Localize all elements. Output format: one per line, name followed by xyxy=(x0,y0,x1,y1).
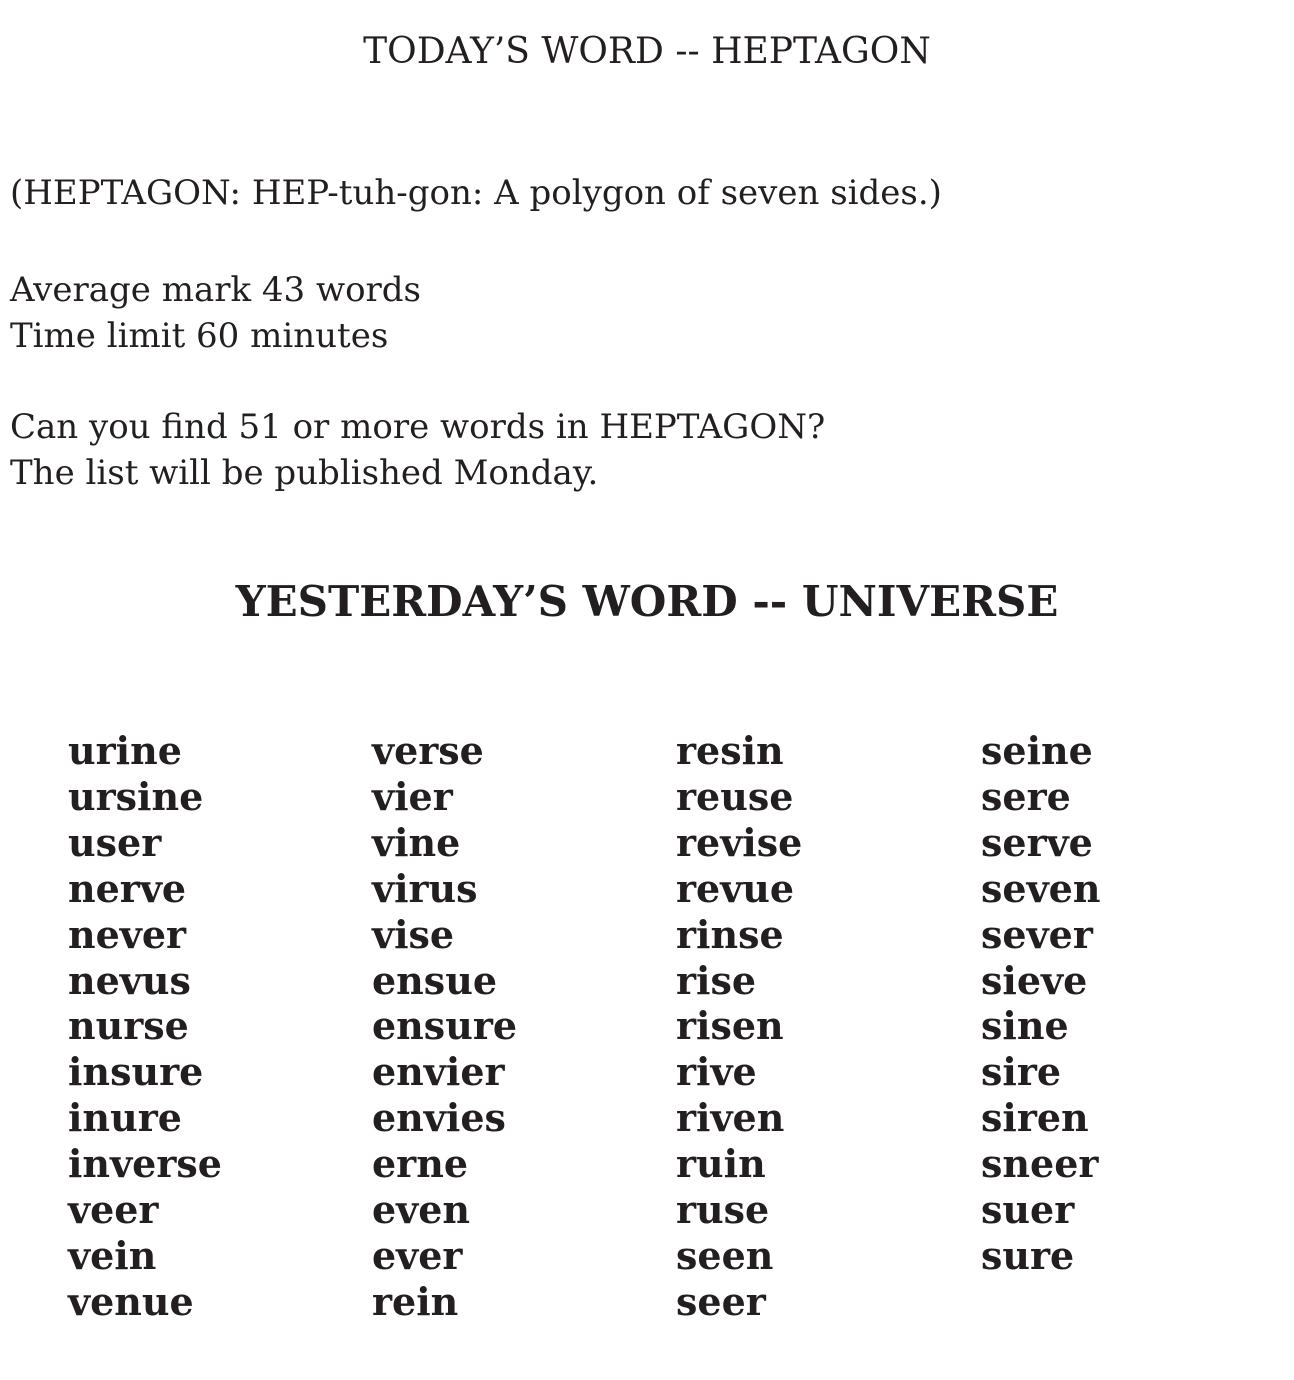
word-item: vier xyxy=(372,773,453,819)
word-item: rise xyxy=(676,957,757,1003)
word-item: ensure xyxy=(372,1003,518,1049)
word-item: seven xyxy=(981,865,1101,911)
word-item: ruin xyxy=(676,1141,766,1187)
word-item: virus xyxy=(372,865,478,911)
word-item: serve xyxy=(981,819,1093,865)
word-item: rein xyxy=(372,1278,459,1324)
word-item: rinse xyxy=(676,911,784,957)
word-item: siren xyxy=(981,1095,1089,1141)
word-item: nurse xyxy=(68,1003,189,1049)
word-item: ever xyxy=(372,1232,463,1278)
word-item: risen xyxy=(676,1003,784,1049)
word-list xyxy=(0,728,1294,1348)
word-item: urine xyxy=(68,728,182,773)
word-item: veer xyxy=(68,1187,159,1233)
word-item: vine xyxy=(372,819,461,865)
word-column xyxy=(68,728,222,1325)
word-item: nerve xyxy=(68,865,187,911)
word-item: even xyxy=(372,1187,471,1233)
word-column xyxy=(372,728,517,1325)
word-item: never xyxy=(68,911,187,957)
word-item: sever xyxy=(981,911,1093,957)
word-item: rive xyxy=(676,1049,757,1095)
word-item: nevus xyxy=(68,957,191,1003)
word-definition: (HEPTAGON: HEP-tuh-gon: A polygon of seven sides.) xyxy=(10,173,942,213)
word-item: revue xyxy=(676,865,795,911)
word-item: inverse xyxy=(68,1141,222,1187)
word-item: envier xyxy=(372,1049,505,1095)
word-item: riven xyxy=(676,1095,785,1141)
word-item: seine xyxy=(981,728,1093,773)
word-item: inure xyxy=(68,1095,182,1141)
word-item: resin xyxy=(676,728,784,773)
word-item: venue xyxy=(68,1278,194,1324)
word-item: sine xyxy=(981,1003,1069,1049)
word-item: reuse xyxy=(676,773,794,819)
word-item: ensue xyxy=(372,957,498,1003)
word-item: sire xyxy=(981,1049,1062,1095)
word-item: insure xyxy=(68,1049,204,1095)
word-item: sere xyxy=(981,773,1071,819)
word-item: ursine xyxy=(68,773,204,819)
word-item: sure xyxy=(981,1232,1075,1278)
word-item: sieve xyxy=(981,957,1088,1003)
average-mark: Average mark 43 words xyxy=(10,270,422,310)
word-item: user xyxy=(68,819,162,865)
word-item: suer xyxy=(981,1187,1075,1233)
word-item: verse xyxy=(372,728,484,773)
challenge-question: Can you find 51 or more words in HEPTAGON? xyxy=(10,407,826,447)
word-column xyxy=(981,728,1100,1279)
word-column xyxy=(676,728,802,1325)
word-item: revise xyxy=(676,819,803,865)
word-item: seen xyxy=(676,1232,774,1278)
word-item: envies xyxy=(372,1095,506,1141)
word-item: vise xyxy=(372,911,455,957)
todays-word-title: TODAY’S WORD -- HEPTAGON xyxy=(363,31,931,72)
time-limit: Time limit 60 minutes xyxy=(10,316,389,356)
word-item: vein xyxy=(68,1232,157,1278)
yesterdays-word-title: YESTERDAY’S WORD -- UNIVERSE xyxy=(235,577,1059,626)
word-item: sneer xyxy=(981,1141,1099,1187)
publish-note: The list will be published Monday. xyxy=(10,453,599,493)
word-item: seer xyxy=(676,1278,766,1324)
word-item: erne xyxy=(372,1141,469,1187)
word-item: ruse xyxy=(676,1187,770,1233)
